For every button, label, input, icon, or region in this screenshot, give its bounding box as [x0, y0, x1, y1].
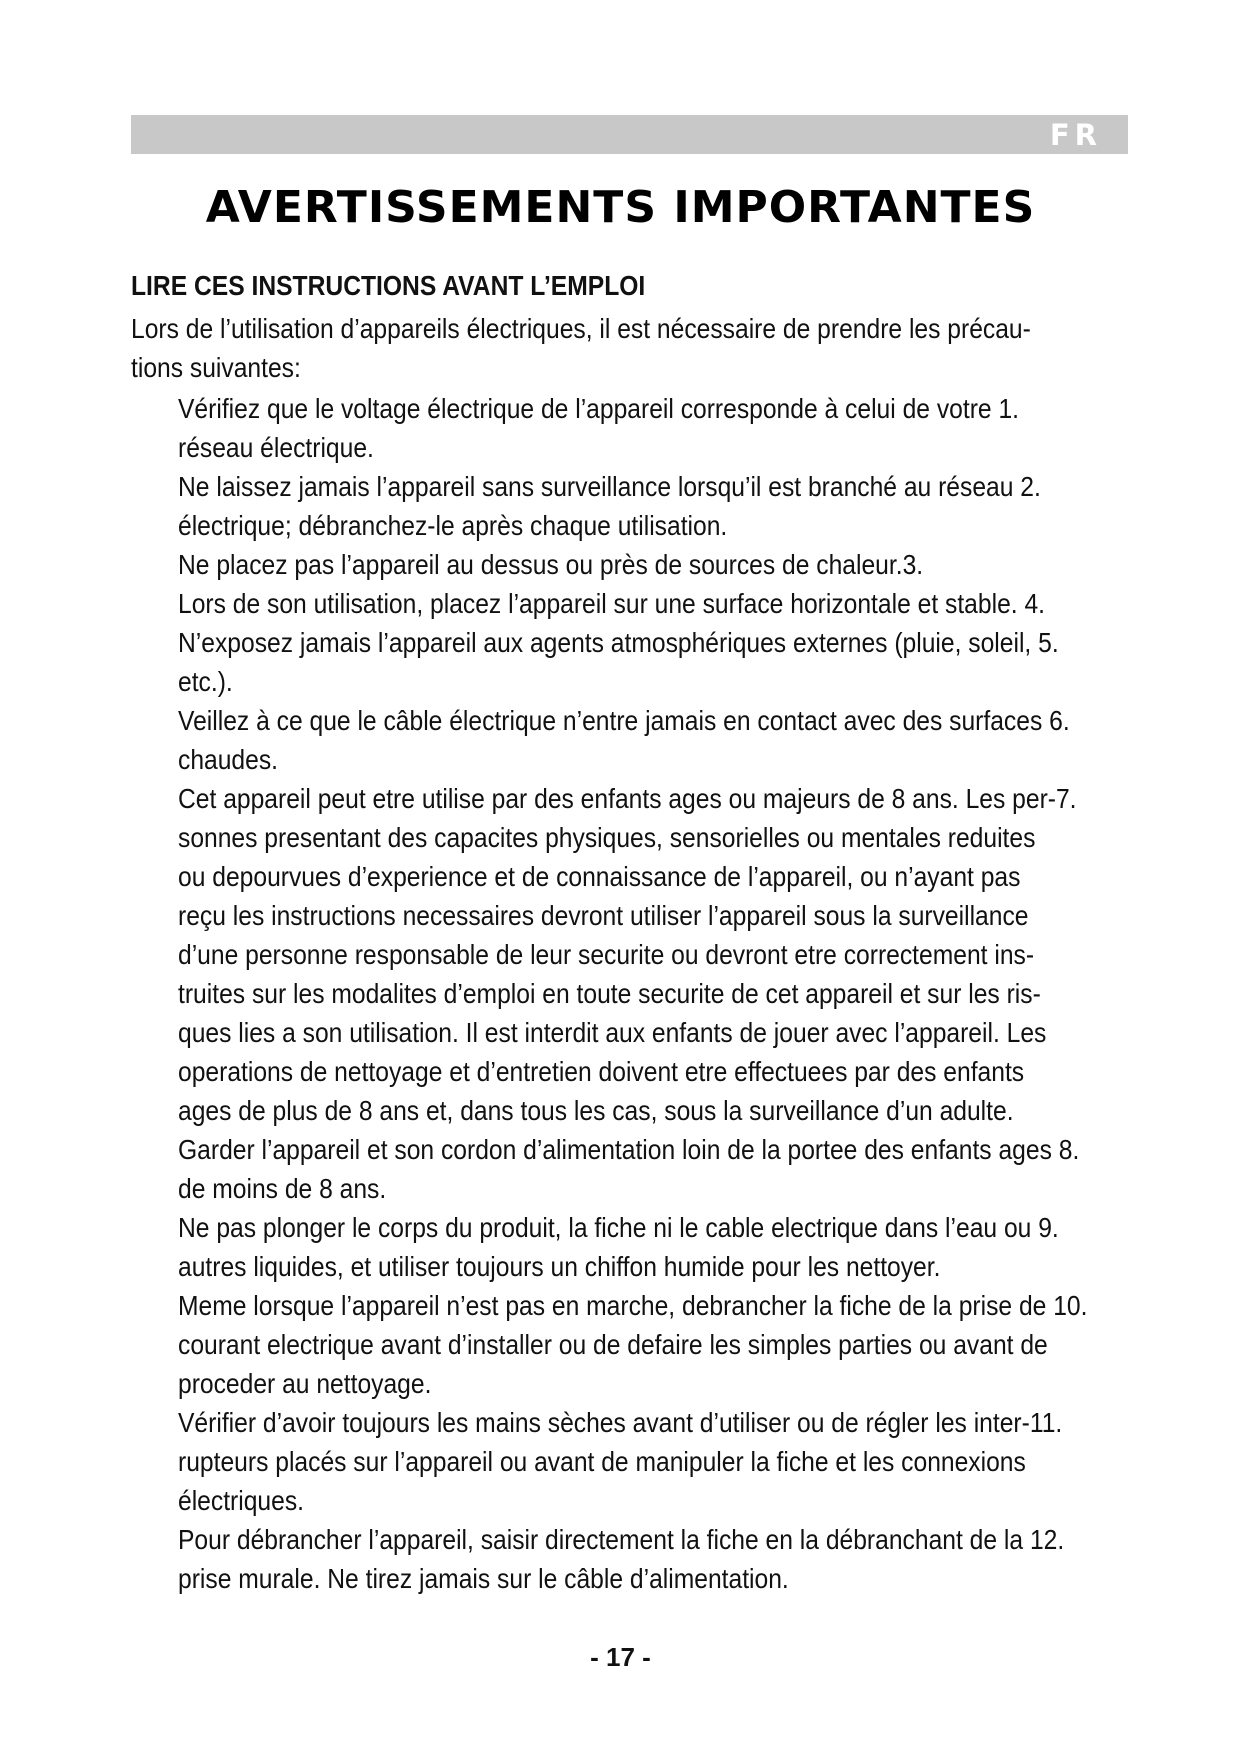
- warning-line: Lors de son utilisation, placez l’appareil sur une surface horizontale et stable. 4.: [178, 588, 1046, 619]
- warning-line: Pour débrancher l’appareil, saisir directement la fiche en la débranchant de la 12.: [178, 1524, 1065, 1555]
- warning-line: courant electrique avant d’installer ou de defaire les simples parties ou avant de: [178, 1329, 1048, 1360]
- language-code: FR: [1049, 118, 1102, 152]
- warning-line: Garder l’appareil et son cordon d’alimentation loin de la portee des enfants ages 8.: [178, 1134, 1080, 1165]
- warning-line: Vérifier d’avoir toujours les mains sèches avant d’utiliser ou de régler les inter-11.: [178, 1407, 1063, 1438]
- warning-line: électriques.: [178, 1485, 305, 1516]
- warning-line: truites sur les modalites d’emploi en toute securite de cet appareil et sur les ris-: [178, 978, 1041, 1009]
- warning-line: de moins de 8 ans.: [178, 1173, 387, 1204]
- warning-line: prise murale. Ne tirez jamais sur le câble d’alimentation.: [178, 1563, 789, 1594]
- warning-line: ages de plus de 8 ans et, dans tous les cas, sous la surveillance d’un adulte.: [178, 1095, 1014, 1126]
- warning-line: operations de nettoyage et d’entretien doivent etre effectuees par des enfants: [178, 1056, 1025, 1087]
- warning-line: Ne pas plonger le corps du produit, la fiche ni le cable electrique dans l’eau ou 9.: [178, 1212, 1059, 1243]
- warning-list: [178, 389, 1087, 1598]
- intro-line: Lors de l’utilisation d’appareils électriques, il est nécessaire de prendre les précau-: [131, 313, 1031, 344]
- warning-line: reçu les instructions necessaires devront utiliser l’appareil sous la surveillance: [178, 900, 1029, 931]
- section-subtitle: LIRE CES INSTRUCTIONS AVANT L’EMPLOI: [131, 270, 646, 301]
- warning-line: électrique; débranchez-le après chaque utilisation.: [178, 510, 728, 541]
- warning-line: ques lies a son utilisation. Il est interdit aux enfants de jouer avec l’appareil. Les: [178, 1017, 1047, 1048]
- warning-line: autres liquides, et utiliser toujours un chiffon humide pour les nettoyer.: [178, 1251, 941, 1282]
- warning-line: d’une personne responsable de leur securite ou devront etre correctement ins-: [178, 939, 1035, 970]
- warning-line: N’exposez jamais l’appareil aux agents atmosphériques externes (pluie, soleil, 5.: [178, 627, 1059, 658]
- page-title: AVERTISSEMENTS IMPORTANTES: [205, 182, 1036, 233]
- warning-line: Ne laissez jamais l’appareil sans surveillance lorsqu’il est branché au réseau 2.: [178, 471, 1041, 502]
- page-number: - 17 -: [590, 1642, 651, 1672]
- warning-line: Meme lorsque l’appareil n’est pas en marche, debrancher la fiche de la prise de 10.: [178, 1290, 1088, 1321]
- warning-line: Ne placez pas l’appareil au dessus ou près de sources de chaleur.3.: [178, 549, 924, 580]
- warning-line: Cet appareil peut etre utilise par des enfants ages ou majeurs de 8 ans. Les per-7.: [178, 783, 1077, 814]
- warning-line: chaudes.: [178, 744, 279, 775]
- warning-line: Veillez à ce que le câble électrique n’entre jamais en contact avec des surfaces 6.: [178, 705, 1070, 736]
- intro-line: tions suivantes:: [131, 352, 301, 383]
- intro-paragraph: [131, 309, 1031, 387]
- language-header-bar: [131, 115, 1128, 154]
- warning-line: proceder au nettoyage.: [178, 1368, 432, 1399]
- warning-line: etc.).: [178, 666, 233, 697]
- warning-line: sonnes presentant des capacites physiques, sensorielles ou mentales reduites: [178, 822, 1036, 853]
- warning-line: réseau électrique.: [178, 432, 374, 463]
- warning-line: ou depourvues d’experience et de connaissance de l’appareil, ou n’ayant pas: [178, 861, 1021, 892]
- warning-line: Vérifiez que le voltage électrique de l’appareil corresponde à celui de votre 1.: [178, 393, 1020, 424]
- warning-line: rupteurs placés sur l’appareil ou avant de manipuler la fiche et les connexions: [178, 1446, 1026, 1477]
